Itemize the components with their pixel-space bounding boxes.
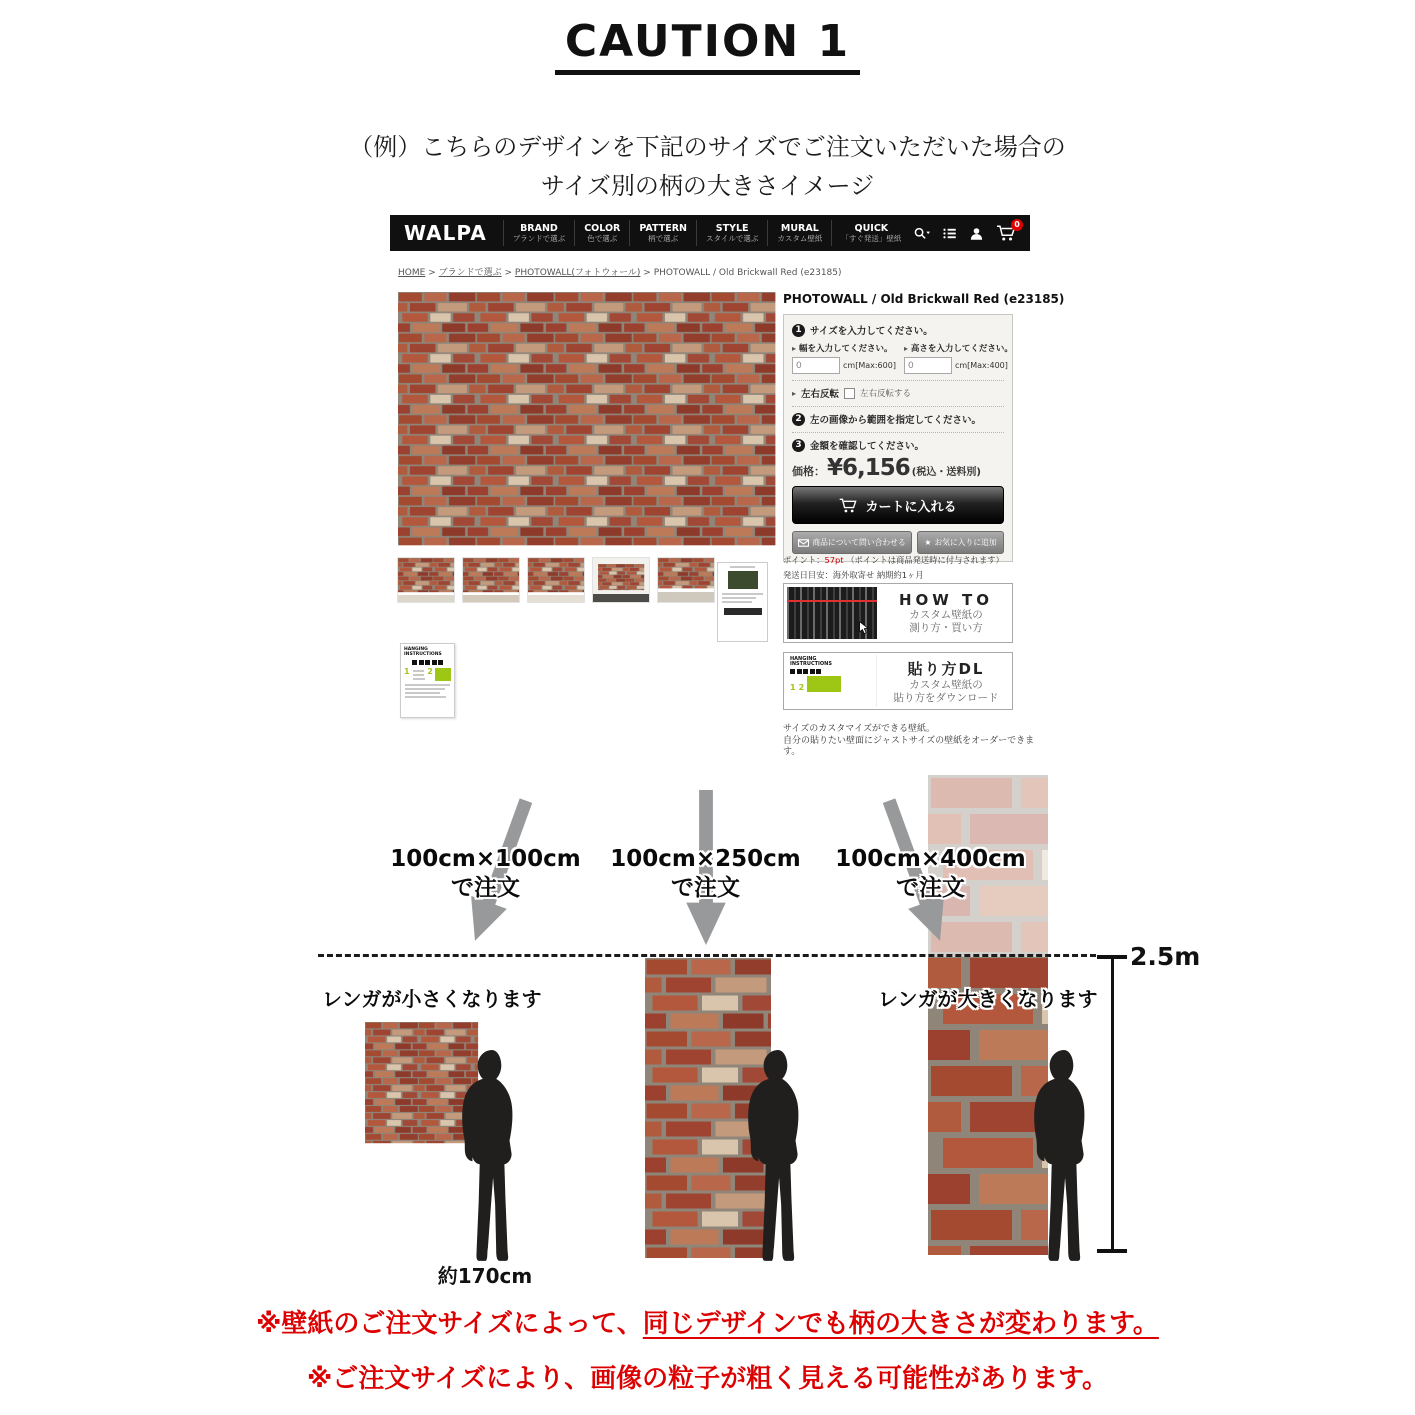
order-label-100x100: 100cm×100cm で注文 (390, 846, 581, 901)
points-line: ポイント：57pt （ポイントは商品発送時に付与されます） (783, 555, 1004, 565)
thumbnail-4[interactable] (593, 558, 649, 602)
measure-cap-bottom (1097, 1249, 1127, 1253)
site-navbar (390, 215, 1030, 251)
shipping-line: 発送日目安：海外取寄せ 納期約1ヶ月 (783, 570, 924, 580)
height-input[interactable] (904, 357, 952, 374)
note-bricks-larger: レンガが大きくなります (878, 987, 1098, 1011)
price-label: 価格： (792, 465, 825, 478)
person-height-label: 約170cm (437, 1264, 533, 1288)
subtitle-line2: サイズ別の柄の大きさイメージ (540, 172, 875, 200)
height-label: 高さを入力してください。 (910, 344, 1013, 354)
subtitle-line1: （例）こちらのデザインを下記のサイズでご注文いただいた場合の (349, 133, 1066, 161)
measure-cap-top (1097, 955, 1127, 959)
product-panel (783, 292, 1065, 757)
nav-item-brand[interactable]: BRAND ブランドで選ぶ (503, 220, 575, 246)
cart-icon (839, 497, 857, 514)
breadcrumb-category[interactable]: PHOTOWALL(フォトウォール) (514, 268, 641, 278)
cursor-icon (859, 621, 869, 635)
width-input[interactable] (792, 357, 840, 374)
order-label-100x250: 100cm×250cm で注文 (610, 846, 801, 901)
step2-label: 左の画像から範囲を指定してください。 (810, 415, 982, 426)
person-silhouette-1 (448, 1048, 532, 1264)
height-measure-line (1111, 957, 1114, 1253)
page-title: CAUTION 1 (555, 16, 860, 75)
product-description: サイズのカスタマイズができる壁紙。 自分の貼りたい壁面にジャストサイズの壁紙をオーダーできま す。 (783, 724, 1035, 757)
favorite-button[interactable]: ★ お気に入りに追加 (917, 531, 1004, 554)
flip-label: 左右反転 (801, 389, 840, 400)
width-label: 幅を入力してください。 (798, 344, 893, 354)
breadcrumb-current: PHOTOWALL / Old Brickwall Red (e23185) (653, 268, 842, 278)
thumbnail-3[interactable] (528, 558, 584, 602)
step3-label: 金額を確認してください。 (810, 441, 925, 452)
product-title: PHOTOWALL / Old Brickwall Red (e23185) (783, 292, 1065, 306)
width-max: cm[Max:600] (843, 361, 896, 370)
nav-item-color[interactable]: COLOR 色で選ぶ (574, 220, 629, 246)
thumbnail-2[interactable] (463, 558, 519, 602)
nav-item-style[interactable]: STYLE スタイルで選ぶ (696, 220, 767, 246)
person-silhouette-2 (734, 1048, 818, 1264)
cart-button[interactable] (996, 220, 1020, 242)
ceiling-dashed-line (318, 954, 1096, 957)
mail-icon (798, 539, 809, 547)
note-bricks-smaller: レンガが小さくなります (322, 987, 542, 1011)
nav-item-quick[interactable]: QUICK 「すぐ発送」壁紙 (831, 220, 910, 246)
walpa-logo[interactable]: WALPA (404, 221, 487, 245)
order-label-100x400: 100cm×400cm で注文 (835, 846, 1026, 901)
add-to-cart-button[interactable]: カートに入れる (792, 486, 1004, 524)
website-screenshot (390, 215, 1065, 770)
download-title: 貼り方DL (907, 659, 985, 678)
download-banner[interactable]: HANGING INSTRUCTIONS 1 2 貼り方DL カスタム壁紙の 貼り方をダウンロード (783, 652, 1013, 710)
howto-title: HOW TO (898, 591, 994, 609)
points-value: 57pt (824, 555, 844, 565)
warning-line-2: ※ご注文サイズにより、画像の粒子が粗く見える可能性があります。 (306, 1364, 1109, 1394)
flip-checkbox[interactable] (844, 388, 855, 399)
price-note: (税込・送料別) (911, 467, 981, 478)
user-icon[interactable] (969, 226, 984, 241)
thumbnail-5[interactable] (658, 558, 714, 602)
star-icon: ★ (924, 538, 932, 547)
height-max: cm[Max:400] (954, 361, 1008, 370)
flip-option-label: 左右反転する (860, 389, 912, 399)
instructions-mini-doc: HANGING INSTRUCTIONS 1 2 (787, 655, 877, 707)
step1-label: サイズを入力してください。 (810, 326, 933, 337)
thumbnail-1[interactable] (398, 558, 454, 602)
nav-item-pattern[interactable]: PATTERN 柄で選ぶ (629, 220, 696, 246)
person-silhouette-3 (1020, 1048, 1104, 1264)
view-list-icon[interactable] (942, 226, 957, 241)
breadcrumb-home[interactable]: HOME (398, 268, 426, 278)
breadcrumb-brand[interactable]: ブランドで選ぶ (438, 268, 502, 278)
nav-item-mural[interactable]: MURAL カスタム壁紙 (767, 220, 831, 246)
thumbnail-info-sheet[interactable] (717, 562, 768, 642)
hanging-instructions-doc[interactable]: HANGING INSTRUCTIONS 1 2 (400, 643, 455, 718)
warning-line-1: ※壁紙のご注文サイズによって、同じデザインでも柄の大きさが変わります。 (256, 1309, 1159, 1339)
howto-banner[interactable]: HOW TO カスタム壁紙の 測り方・買い方 (783, 583, 1013, 643)
wall-height-label: 2.5m (1130, 942, 1201, 971)
breadcrumb: HOME > ブランドで選ぶ > PHOTOWALL(フォトウォール) > PHOTOWALL / Old Brickwall Red (e23185) (398, 268, 842, 278)
forest-image (787, 587, 877, 639)
price-value: ¥6,156 (827, 455, 910, 481)
cart-badge: 0 (1011, 219, 1023, 231)
contact-button[interactable]: 商品について問い合わせる (792, 531, 912, 554)
page-title-wrap (0, 16, 1415, 75)
order-box: 1 サイズを入力してください。 ▸ 幅を入力してください。 0 cm[Max:600] ▸ 高さを入力してください。 0 cm[Max:400] ▸ 左右反転 左右反転する 2 左の画像から範囲を指定してください。 3 金額を確認してください。 価格： ¥6,156 (税込・送料別) カートに入れる 商品について問い合わせる ★ お気に入りに追加 (783, 314, 1013, 562)
search-icon[interactable] (913, 226, 930, 241)
product-main-image[interactable] (398, 292, 775, 545)
